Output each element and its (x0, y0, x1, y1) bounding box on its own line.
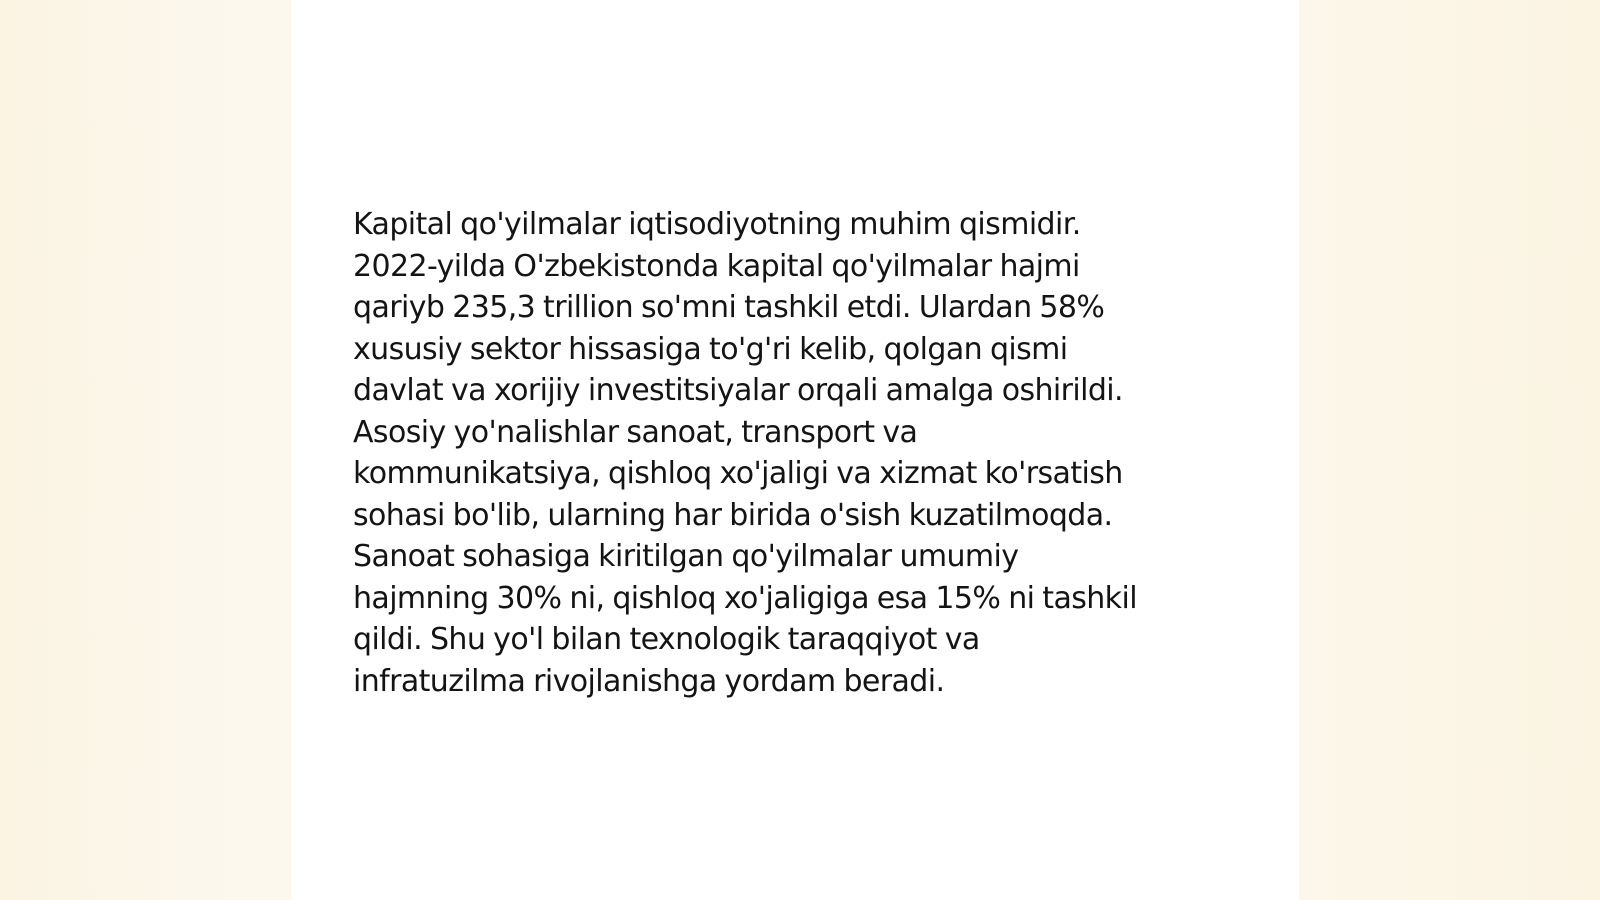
body-line: Kapital qo'yilmalar iqtisodiyotning muhim qismidir. (353, 207, 1081, 242)
body-line: hajmning 30% ni, qishloq xo'jaligiga esa 15% ni tashkil (353, 580, 1137, 616)
body-line: qildi. Shu yo'l bilan texnologik taraqqiyot va (353, 622, 980, 657)
body-line: xususiy sektor hissasiga to'g'ri kelib, qolgan qismi (353, 331, 1068, 367)
body-line: infratuzilma rivojlanishga yordam beradi. (353, 663, 945, 699)
body-line: qariyb 235,3 trillion so'mni tashkil etdi. Ulardan 58% (353, 290, 1105, 325)
body-line: sohasi bo'lib, ularning har birida o'sish kuzatilmoqda. (353, 497, 1113, 533)
body-line: Asosiy yo'nalishlar sanoat, transport va (353, 414, 918, 450)
body-line: Sanoat sohasiga kiritilgan qo'yilmalar umumiy (353, 539, 1019, 574)
body-line: davlat va xorijiy investitsiyalar orqali amalga oshirildi. (353, 373, 1123, 408)
slide-panel (292, 0, 1299, 900)
body-line: kommunikatsiya, qishloq xo'jaligi va xizmat ko'rsatish (353, 456, 1123, 491)
body-paragraph (353, 204, 1253, 702)
body-line: 2022-yilda O'zbekistonda kapital qo'yilmalar hajmi (353, 248, 1080, 284)
